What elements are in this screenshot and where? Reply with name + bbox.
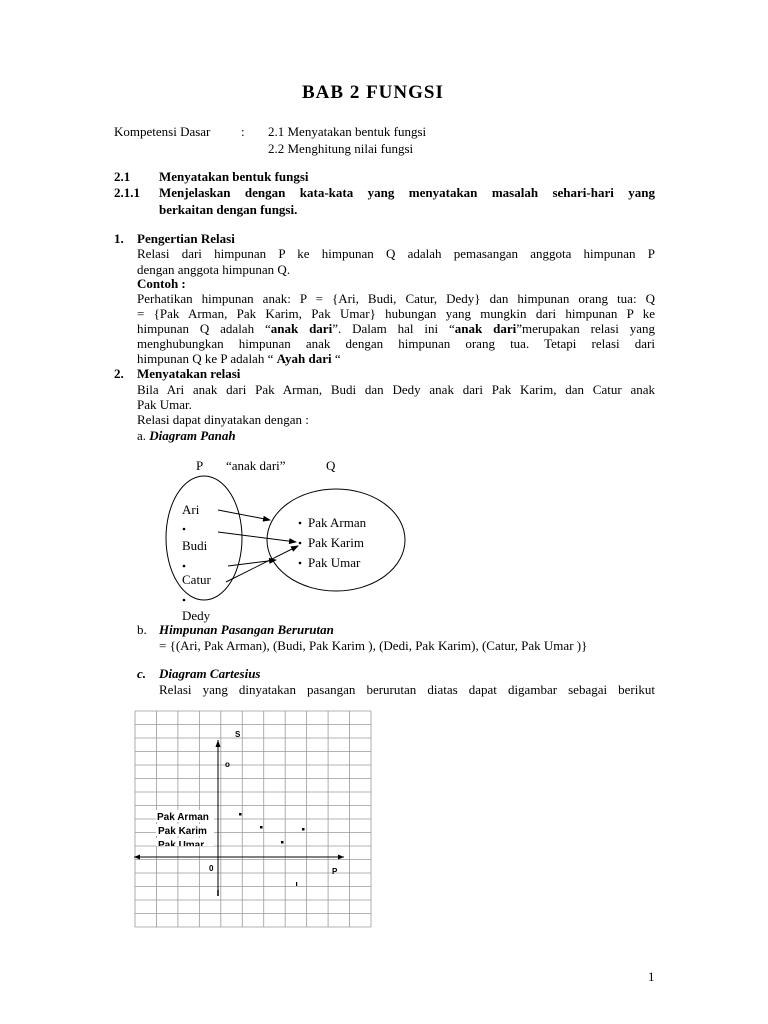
example-line-3: [137, 321, 655, 337]
diagram-label-q: Q: [326, 458, 336, 473]
definition-line-1: Relasi dari himpunan P ke himpunan Q adalah pemasangan anggota himpunan P: [137, 246, 655, 261]
definition-line-2: dengan anggota himpunan Q.: [137, 262, 291, 277]
set-p-ari: Ari: [182, 502, 200, 517]
example-line-5-part-a: himpunan Q ke P adalah “: [137, 351, 277, 366]
example-line-3-part-e: ”merupakan relasi yang: [516, 321, 655, 336]
anak-dari-term-1: anak dari: [270, 321, 333, 336]
example-line-5-part-c: “: [331, 351, 341, 366]
item-2-number: 2.: [114, 366, 124, 381]
dot-catur: [183, 599, 186, 602]
y-label-pak-umar: Pak Umar: [158, 840, 205, 851]
y-axis-arrow: [216, 740, 221, 747]
sub-a-title: Diagram Panah: [149, 428, 236, 443]
ayah-dari-term: Ayah dari: [276, 351, 332, 366]
example-line-3-part-c: ”. Dalam hal ini “: [332, 321, 455, 336]
x-axis-arrow-right: [338, 855, 344, 860]
item-2-line-2: Pak Umar.: [137, 397, 192, 412]
diagram-label-p: P: [196, 458, 204, 473]
sub-a-label: a.: [137, 428, 147, 443]
anak-dari-term-2: anak dari: [454, 321, 517, 336]
section-2-1-1-number: 2.1.1: [114, 185, 140, 200]
sub-a: [137, 428, 236, 444]
section-2-1-number: 2.1: [114, 169, 131, 184]
item-2-line-1: Bila Ari anak dari Pak Arman, Budi dan Dedy anak dari Pak Karim, dan Catur anak: [137, 382, 655, 397]
set-q-pak-karim: Pak Karim: [308, 535, 364, 550]
kompetensi-colon: :: [241, 124, 245, 139]
example-line-5: [137, 351, 341, 367]
cartesian-diagram: [134, 710, 374, 930]
sub-c-title: Diagram Cartesius: [159, 666, 261, 681]
point-ari-pak-arman: [239, 813, 242, 816]
y-label-pak-arman: Pak Arman: [157, 812, 209, 823]
set-p-catur: Catur: [182, 572, 211, 587]
kompetensi-item-1: 2.1 Menyatakan bentuk fungsi: [268, 124, 427, 139]
item-1-heading: Pengertian Relasi: [137, 231, 235, 246]
section-2-1-1-line-1: Menjelaskan dengan kata-kata yang menyatakan masalah sehari-hari yang: [159, 185, 655, 200]
dot-pak-karim: [299, 542, 302, 545]
contoh-label: Contoh :: [137, 276, 186, 291]
axis-y-sublabel: o: [225, 760, 230, 769]
point-budi-pak-karim: [260, 826, 263, 829]
example-line-2: = {Pak Arman, Pak Karim, Pak Umar} hubungan yang mungkin dari himpunan P ke: [137, 306, 655, 321]
dot-pak-arman: [299, 522, 302, 525]
axis-y-label: S: [235, 730, 241, 739]
arrow-ari-to-pak-arman: [218, 510, 270, 520]
point-catur-pak-umar: [281, 841, 284, 844]
origin-label: 0: [209, 864, 214, 873]
item-2-heading: Menyatakan relasi: [137, 366, 241, 381]
dot-pak-umar: [299, 562, 302, 565]
dot-budi: [183, 565, 186, 568]
x-tick-mark: [296, 882, 297, 886]
item-2-line-3: Relasi dapat dinyatakan dengan :: [137, 412, 309, 427]
example-line-4: menghubungkan himpunan anak dengan himpunan orang tua. Tetapi relasi dari: [137, 336, 655, 351]
kompetensi-label: Kompetensi Dasar: [114, 124, 211, 139]
dot-ari: [183, 528, 186, 531]
y-label-pak-umar-clip: [158, 840, 204, 851]
set-q-pak-arman: Pak Arman: [308, 515, 367, 530]
set-p-budi: Budi: [182, 538, 208, 553]
axis-x-label: P: [332, 867, 338, 876]
ordered-pairs: = {(Ari, Pak Arman), (Budi, Pak Karim ), (Dedi, Pak Karim), (Catur, Pak Umar )}: [159, 638, 588, 653]
sub-b-label: b.: [137, 622, 147, 637]
set-p-dedy: Dedy: [182, 608, 211, 623]
set-q-pak-umar: Pak Umar: [308, 555, 361, 570]
arrow-catur-to-pak-umar: [228, 560, 276, 566]
section-2-1-title: Menyatakan bentuk fungsi: [159, 169, 309, 184]
sub-b-title: Himpunan Pasangan Berurutan: [159, 622, 334, 637]
diagram-label-relation: “anak dari”: [226, 458, 286, 473]
section-2-1-1-line-2: berkaitan dengan fungsi.: [159, 202, 298, 217]
arrow-budi-to-pak-karim: [218, 532, 296, 542]
sub-c-label: c.: [137, 666, 147, 681]
point-dedy-pak-karim: [302, 828, 305, 831]
example-line-3-part-a: himpunan Q adalah “: [137, 321, 271, 336]
y-label-pak-karim: Pak Karim: [158, 826, 207, 837]
kompetensi-item-2: 2.2 Menghitung nilai fungsi: [268, 141, 414, 156]
sub-c-description: Relasi yang dinyatakan pasangan berurutan diatas dapat digambar sebagai berikut: [159, 682, 655, 697]
page-number: 1: [648, 969, 655, 984]
item-1-number: 1.: [114, 231, 124, 246]
example-line-1: Perhatikan himpunan anak: P = {Ari, Budi, Catur, Dedy} dan himpunan orang tua: Q: [137, 291, 655, 306]
page-title: BAB 2 FUNGSI: [302, 82, 444, 103]
